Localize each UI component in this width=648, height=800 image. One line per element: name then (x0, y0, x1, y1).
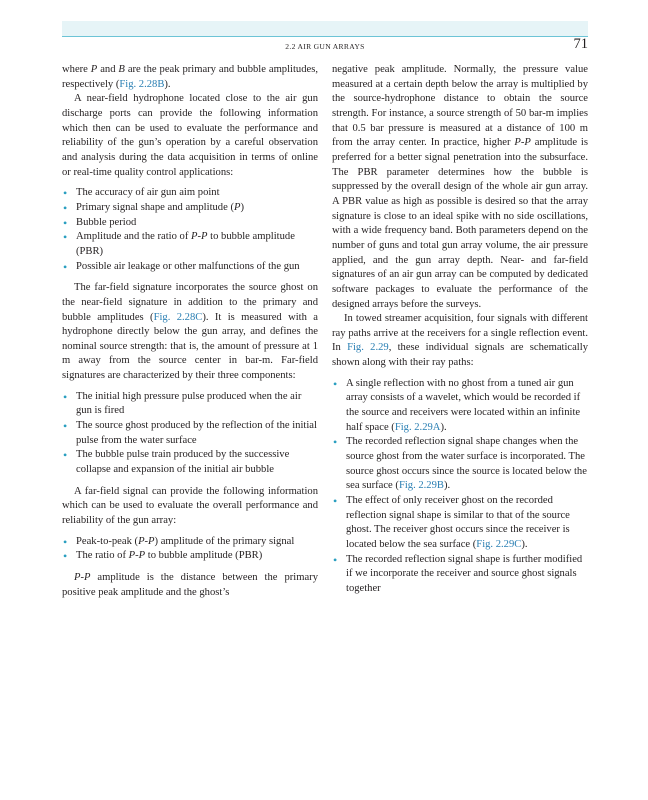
list-item: • The initial high pressure pulse produced when the air gun is fired (63, 389, 302, 417)
paragraph-1: where P and B are the peak primary and bubble amplitudes, respectively (Fig. 2.28B). (62, 64, 318, 90)
bullet-icon: • (63, 419, 68, 434)
paragraph-3: The far-field signature incorporates the source ghost on the near-field signature in addition to the primary and bubble amplitudes (Fig. 2.28C). It is measured with a hydrophone directly below the gun array, and defines the nominal source strength: that is, the amount of pressure at 1 m away from the source center in bar-m. Far-field signatures are characterized by their three components: (62, 282, 318, 382)
bullet-icon: • (63, 259, 68, 274)
list-item: • The recorded reflection signal shape is further modified if we incorporate the receiver and source ghost signals together (333, 552, 583, 594)
paragraph-5: P-P amplitude is the distance between the primary positive peak amplitude and the ghost’s (62, 572, 318, 598)
figure-link-2-28c[interactable]: Fig. 2.28C (153, 311, 203, 323)
right-column (332, 63, 588, 604)
paragraph-6: negative peak amplitude. Normally, the pressure value measured at a certain depth below the array is multiplied by the source-hydrophone distance to obtain the source strength. For instance, a source strength of 50 bar-m implies that 0.5 bar pressure is measured at a distance of 100 m from the array center. In practice, higher P-P amplitude is preferred for a better signal penetration into the subsurface. The PBR parameter determines how the bubble is suppressed by the overall design of the whole air gun array. A PBR value as high as possible is desired so that the array signature is close to an ideal spike with no side oscillations, with a wide frequency band. Both parameters depend on the number of guns and total gun array volume, the air pressure applied, and the gun array depth. Near- and far-field signatures of an air gun array can be computed by dedicated software packages to evaluate the performance of the designed arrays before the surveys. (332, 64, 588, 310)
bullet-icon: • (63, 448, 68, 463)
figure-link-2-29c[interactable]: Fig. 2.29C (476, 539, 522, 550)
bullet-list-evaluation (62, 535, 318, 564)
list-item: • The bubble pulse train produced by the successive collapse and expansion of the initial air bubble (63, 448, 290, 476)
list-item: • Possible air leakage or other malfunctions of the gun (63, 259, 300, 274)
bullet-icon: • (333, 435, 338, 450)
list-item: • The accuracy of air gun aim point (63, 186, 220, 201)
bullet-icon: • (63, 389, 68, 404)
header-rule (62, 36, 588, 37)
bullet-icon: • (63, 534, 68, 549)
figure-link-2-29b[interactable]: Fig. 2.29B (398, 480, 444, 492)
list-item: • The source ghost produced by the reflection of the initial pulse from the water surface (63, 419, 317, 446)
header-band (62, 21, 588, 36)
figure-link-2-28b[interactable]: Fig. 2.28B (119, 78, 165, 90)
bullet-list-near-field (62, 186, 318, 274)
list-item: • Peak-to-peak (P-P) amplitude of the primary signal (63, 534, 295, 549)
bullet-icon: • (63, 215, 68, 230)
left-column (62, 63, 318, 600)
bullet-icon: • (63, 200, 68, 215)
paragraph-2: A near-field hydrophone located close to the air gun discharge ports can provide the following information which then can be used to evaluate the performance and reliability of the gun’s operation by a careful observation and analysis during the data acquisition in terms of online or real-time quality control applications: (62, 93, 318, 178)
running-head: 2.2 AIR GUN ARRAYS (285, 42, 365, 51)
paragraph-4: A far-field signal can provide the following information which can be used to evaluate the overall performance and reliability of the gun array: (62, 485, 318, 527)
list-item: • The recorded reflection signal shape changes when the source ghost from the water surface is incorporated. The source ghost occurs since the source is located below the sea surface (Fig. 2.29B). (333, 435, 587, 492)
bullet-list-ray-paths (332, 377, 588, 597)
bullet-icon: • (63, 186, 68, 201)
list-item: • A single reflection with no ghost from a tuned air gun array consists of a wavelet, which would be recorded if the source and receivers were located within an infinite half space (Fig. 2.29A). (333, 376, 581, 433)
list-item: • The ratio of P-P to bubble amplitude (PBR) (63, 549, 263, 564)
list-item: • Bubble period (63, 215, 137, 230)
bullet-icon: • (333, 552, 338, 567)
bullet-icon: • (63, 549, 68, 564)
list-item: • The effect of only receiver ghost on the recorded reflection signal shape is similar to that of the source ghost. The receiver ghost occurs since the receiver is located below the sea surface (Fig. 2.29C). (333, 494, 570, 550)
bullet-icon: • (333, 494, 338, 509)
figure-link-2-29[interactable]: Fig. 2.29 (347, 342, 389, 354)
bullet-icon: • (333, 376, 338, 391)
page-number: 71 (573, 36, 588, 52)
bullet-icon: • (63, 230, 68, 245)
list-item: • Amplitude and the ratio of P-P to bubble amplitude (PBR) (63, 230, 295, 257)
figure-link-2-29a[interactable]: Fig. 2.29A (394, 421, 441, 433)
list-item: • Primary signal shape and amplitude (P) (63, 200, 245, 215)
bullet-list-far-field (62, 390, 318, 478)
paragraph-7: In towed streamer acquisition, four signals with different ray paths arrive at the receivers for a single reflection event. In Fig. 2.29, these individual signals are schematically shown along with their ray paths: (332, 313, 588, 369)
